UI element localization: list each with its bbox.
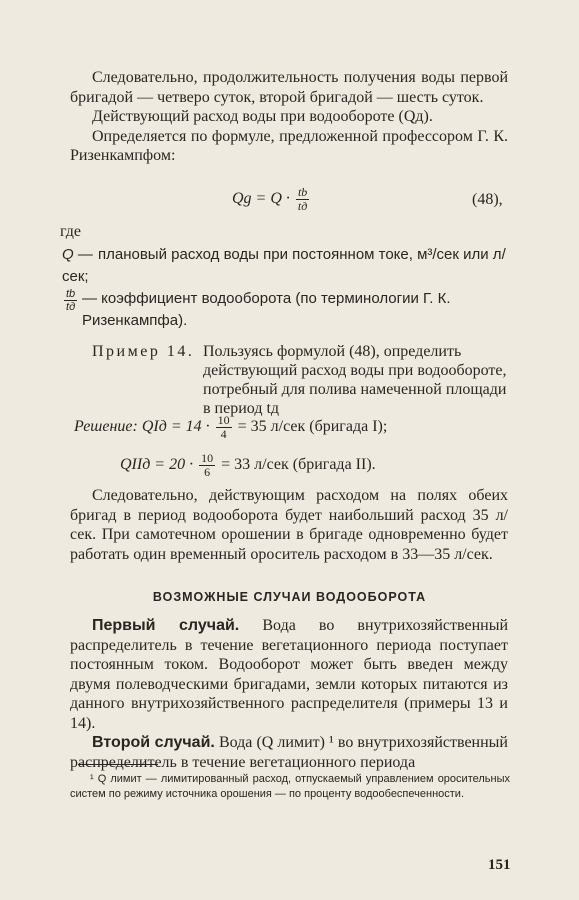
definition-q-symbol: Q — bbox=[62, 246, 93, 263]
case-2-text: Вода (Q лимит) ¹ во внутрихозяйственный распределитель в течение вегетационного периода bbox=[70, 734, 508, 771]
case-1-text: Вода во внутрихозяйственный распределитель в течение вегетационного периода поступает постоянным током. Водооборот может быть введен между двумя полеводческими бригадами, земли которых питаются из данного внутрихозяйственного распределителя (примеры 13 и 14). bbox=[70, 617, 509, 732]
example-text: Пользуясь формулой (48), определить действующий расход воды при водообороте, потребный для полива намеченной площади в период tд bbox=[203, 343, 507, 417]
formula-48 bbox=[232, 186, 311, 213]
formula-48-fraction bbox=[296, 186, 309, 213]
footnote bbox=[70, 772, 510, 802]
where-label: где bbox=[60, 223, 82, 240]
solution-line-2-numerator: 10 bbox=[201, 451, 214, 465]
case-1-title: Первый случай. bbox=[92, 617, 240, 634]
definition-coefficient-denominator: tд bbox=[66, 301, 76, 313]
case-2-title: Второй случай. bbox=[92, 734, 215, 751]
paragraph-case-2 bbox=[70, 733, 508, 772]
text-block-conclusion bbox=[70, 486, 508, 564]
solution-line-1-numerator: 10 bbox=[217, 413, 230, 427]
paragraph-actual-flow: Действующий расход воды при водообороте (Qд). bbox=[92, 108, 433, 125]
solution-line-1 bbox=[74, 414, 387, 441]
solution-line-2-denominator: 6 bbox=[204, 465, 211, 479]
solution-line-1-rhs: = 35 л/сек (бригада I); bbox=[237, 418, 388, 436]
example-label: Пример 14. bbox=[92, 343, 195, 360]
definition-q bbox=[62, 244, 512, 288]
text-block-intro bbox=[70, 68, 508, 166]
paragraph-duration: Следовательно, продолжительность получения воды первой бригадой — четверо суток, второй бригадой — шесть суток. bbox=[70, 69, 508, 106]
solution-line-2-rhs: = 33 л/сек (бригада II). bbox=[221, 456, 376, 474]
definition-coefficient-symbol bbox=[62, 288, 79, 313]
definition-coefficient-numerator: tb bbox=[66, 288, 76, 300]
formula-48-lhs: Qg = Q · bbox=[232, 190, 290, 208]
solution-line-1-lhs: QIд = 14 · bbox=[141, 418, 210, 436]
solution-line-2-lhs: QIIд = 20 · bbox=[120, 456, 194, 474]
formula-48-number: (48), bbox=[472, 191, 503, 208]
definition-coefficient-text: — коэффициент водооборота (по терминологии Г. К. Ризенкампфа). bbox=[82, 290, 451, 329]
page-number: 151 bbox=[488, 857, 511, 873]
formula-48-denominator: tд bbox=[297, 199, 308, 213]
text-block-cases bbox=[70, 616, 508, 772]
solution-line-1-denominator: 4 bbox=[220, 427, 227, 441]
section-heading: ВОЗМОЖНЫЕ СЛУЧАИ ВОДООБОРОТА bbox=[152, 590, 427, 604]
formula-48-numerator: tb bbox=[296, 186, 309, 200]
footnote-divider bbox=[78, 764, 158, 765]
definition-coefficient bbox=[62, 288, 512, 332]
paragraph-conclusion: Следовательно, действующим расходом на полях обеих бригад в период водооборота будет наибольший расход 35 л/сек. При самотечном орошении в бригаде одновременно будет работать один временный ороситель расходом в 33—35 л/сек. bbox=[70, 487, 508, 563]
paragraph-case-1 bbox=[70, 616, 508, 733]
paragraph-formula-intro: Определяется по формуле, предложенной профессором Г. К. Ризенкампфом: bbox=[70, 127, 508, 164]
solution-label: Решение: bbox=[74, 418, 138, 436]
definition-q-text: плановый расход воды при постоянном токе, м³/сек или л/сек; bbox=[62, 246, 506, 285]
solution-line-2 bbox=[120, 452, 376, 479]
footnote-text: ¹ Q лимит — лимитированный расход, отпускаемый управлением оросительных систем по режиму источника орошения — по проценту водообеспеченности. bbox=[70, 773, 510, 800]
